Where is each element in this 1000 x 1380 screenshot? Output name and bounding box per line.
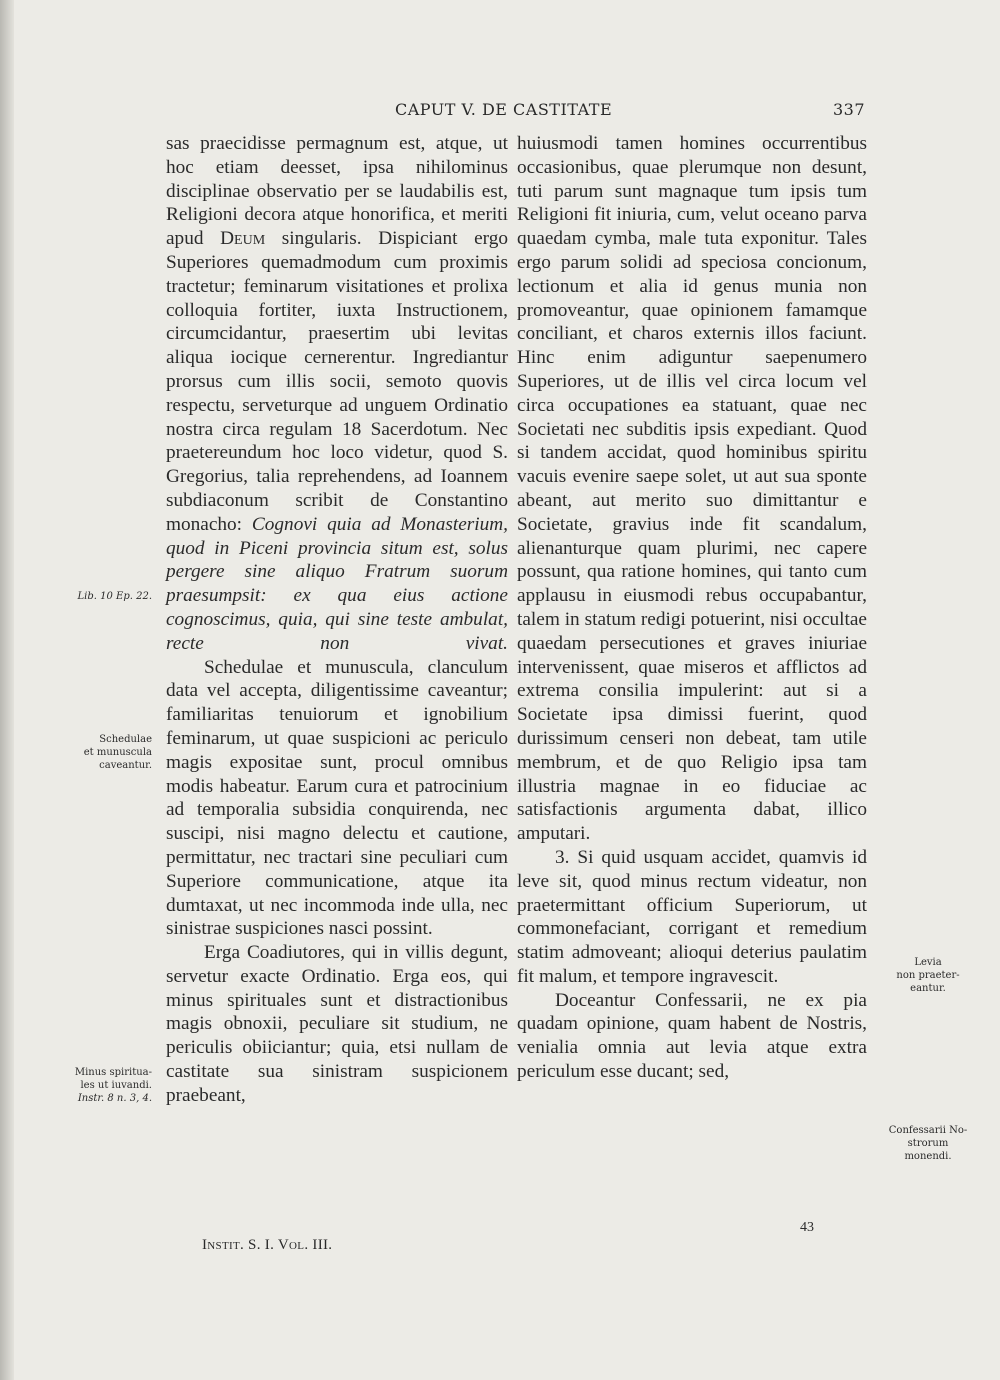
signature-text: Instit. S. I. Vol. III. (202, 1237, 333, 1253)
minus-line-1: Minus spiritua- (74, 1067, 152, 1078)
right-paragraph-1: huiusmodi tamen homines occurrentibus occasionibus, quae plerumque non desunt, tuti parum sunt magnaque tum ipsis tum Religioni fit iniuria, cum, velut oceano parva quaedam cymba, male tuta exponitur. Tales ergo parum solidi ad speciosa concionum, lectionum et alia id genus munia non promoveantur, quae opinionem famamque conciliant, et charos externis illos faciunt. Hinc enim adiguntur saepenumero Superiores, ut de illis vel circa locum vel circa occupationes ea statuant, quae nec Societati nec subditis ipsis expediant. Quod si tandem accidat, quod hominibus spiritu vacuis evenire saepe solet, ut aut sua sponte abeant, aut merito suo dimittantur e Societate, gravius inde fit scandalum, alienanturque quam plurimi, nec capere possunt, qua ratione homines, qui tanto cum applausu in eiusmodi rebus occupabantur, talem in statum redigi potuerint, nisi occultae quaedam persecutiones et graves iniuriae intervenissent, quae miseros et afflictos ad extrema consilia impulerint: aut si a Societate ipsa dimissi fuerint, quod durissimum censeri non debeat, tam utile membrum, et de quo Religio ipsa tam illustria magnae in eo fiduciae ac satisfactionis argumenta dabat, illico amputari. (517, 133, 867, 845)
minus-line-2: les ut iuvandi. (80, 1080, 152, 1091)
confessarii-line-1: Confessarii No- (888, 1125, 968, 1136)
signature-mark (202, 1237, 332, 1254)
schedulae-line-3: caveantur. (99, 760, 152, 771)
page-binding-edge (0, 0, 14, 1380)
left-column (166, 132, 508, 1108)
left-paragraph-1-text: sas praecidisse permagnum est, atque, ut hoc etiam deesset, ipsa nihilominus disciplinae observatio per se laudabilis est, Religioni decora atque honorifica, et meriti apud (166, 133, 508, 250)
page-number: 337 (832, 100, 865, 119)
right-paragraph-2-text: Si quid usquam accidet, quamvis id leve sit, quod minus rectum videatur, non praetermittant officium Superiorum, ut commonefaciant, corrigant et remedium statim admoveant; alioqui deterius paulatim fit malum, et tempore ingravescit. (517, 846, 867, 987)
gregory-quote: Cognovi quia ad Monasterium, quod in Piceni provincia situm est, solus pergere sine aliquo Fratrum suorum praesumpsit: ex qua eius actione cognoscimus, quia, qui sine teste ambulat, recte non vivat. (166, 513, 508, 654)
running-header (395, 100, 865, 124)
lib-ref-text: Lib. 10 Ep. 22. (77, 591, 152, 602)
margin-note-confessarii (876, 1124, 980, 1163)
confessarii-line-2: strorum (907, 1138, 949, 1149)
sheet-number: 43 (800, 1220, 814, 1235)
levia-line-1: Levia (914, 957, 942, 968)
left-paragraph-3: Erga Coadiutores, qui in villis degunt, servetur exacte Ordinatio. Erga eos, qui minus spirituales sunt et distractionibus magis obnoxii, peculiare sit studium, ne periculis obiiciantur; quia, etsi nullam de castitate sua sinistram suspicionem praebeant, (166, 942, 508, 1106)
left-paragraph-1-cont: singularis. Dispiciant ergo Superiores quemadmodum cum proximis tractetur; feminarum visitationes et prolixa colloquia fortiter, iuxta Instructionem, circumcidantur, praesertim ubi levitas aliqua iocique cernerentur. Ingrediantur prorsus cum illis socii, semoto quovis respectu, serveturque ad unguem Ordinatio nostra circa regulam 18 Sacerdotum. Nec praetereundum hoc loco videtur, quod S. Gregorius, talia reprehendens, ad Ioannem subdiaconum scribit de Constantino monacho: (166, 228, 508, 535)
schedulae-line-2: et munuscula (83, 747, 152, 758)
margin-note-levia (878, 956, 978, 995)
levia-line-3: eantur. (910, 983, 946, 994)
confessarii-line-3: monendi. (904, 1151, 952, 1162)
left-paragraph-1 (166, 132, 508, 656)
right-column (517, 132, 867, 1084)
margin-note-schedulae (58, 733, 152, 772)
section-number: 3. (555, 846, 570, 868)
margin-note-lib-ref (60, 590, 152, 603)
schedulae-line-1: Schedulae (99, 734, 152, 745)
margin-note-minus (56, 1066, 152, 1105)
levia-line-2: non praeter- (896, 970, 960, 981)
right-paragraph-3: Doceantur Confessarii, ne ex pia quadam opinione, quam habent de Nostris, venialia omnia aut levia atque extra periculum esse ducant; sed, (517, 989, 867, 1083)
right-paragraph-2 (517, 846, 867, 989)
chapter-title: CAPUT V. DE CASTITATE (395, 100, 613, 119)
left-paragraph-2: Schedulae et munuscula, clanculum data vel accepta, diligentissime caveantur; familiaritas tenuiorum et ignobilium feminarum, ut quae suspicioni ac periculo magis expositae sunt, procul omnibus modis habeatur. Earum cura et patrocinium ad temporalia subsidia conquirenda, nec suscipi, nisi magno delectu et cautione, permittatur, nec tractari sine peculiari cum Superiore communicatione, atque ita dumtaxat, ut nec incommoda inde ulla, nec sinistrae suspiciones nasci possint. (166, 656, 508, 940)
deum-smallcaps: Deum (220, 228, 266, 250)
instr-ref: Instr. 8 n. 3, 4. (77, 1093, 152, 1104)
